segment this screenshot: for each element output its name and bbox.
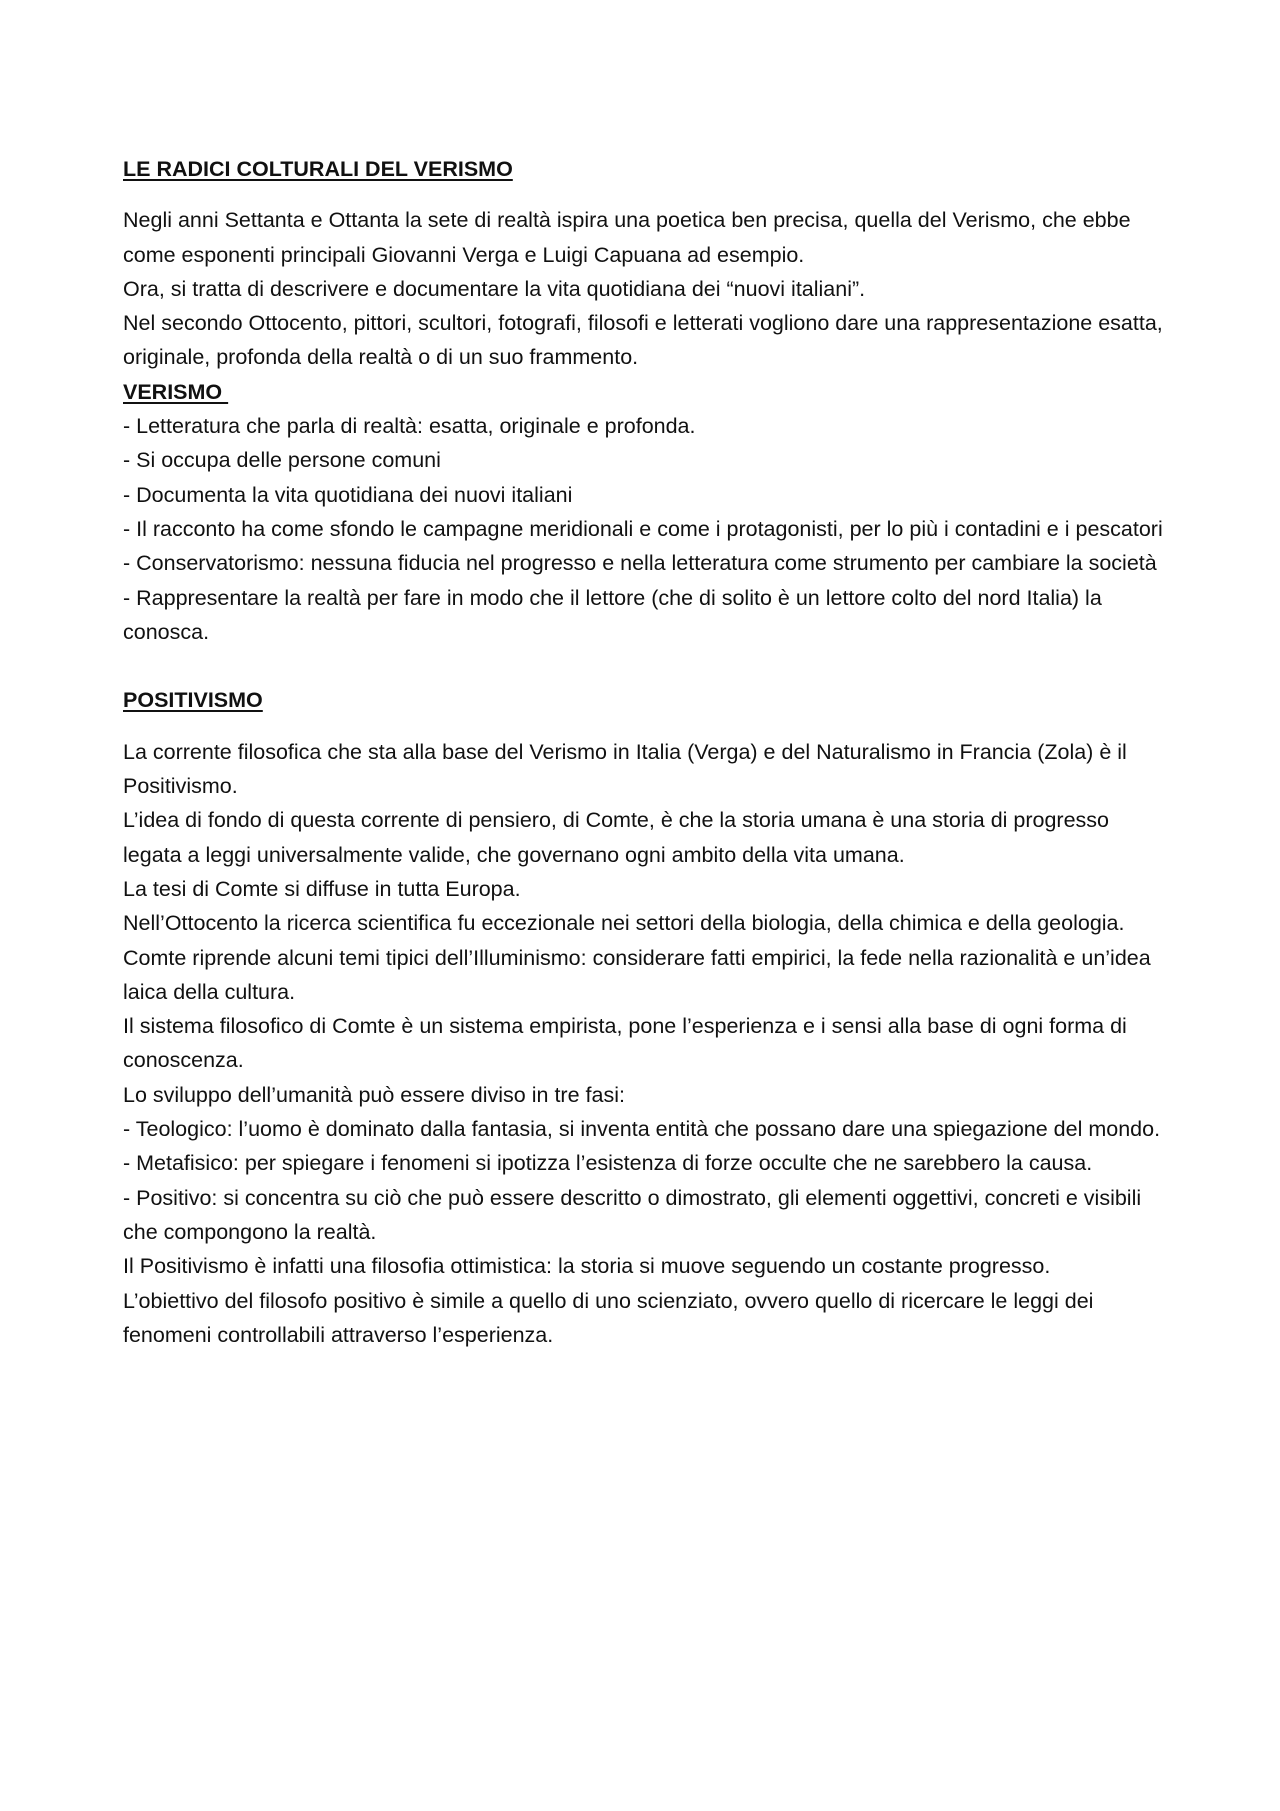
paragraph: Negli anni Settanta e Ottanta la sete di realtà ispira una poetica ben precisa, quella del Verismo, che ebbe come esponenti principali Giovanni Verga e Luigi Capuana ad esempio. [123, 208, 1131, 267]
list-item: - Conservatorismo: nessuna fiducia nel progresso e nella letteratura come strumento per cambiare la società [123, 551, 1157, 576]
paragraph: La tesi di Comte si diffuse in tutta Europa. [123, 876, 521, 901]
paragraph: Il Positivismo è infatti una filosofia ottimistica: la storia si muove seguendo un costante progresso. [123, 1254, 1051, 1279]
section-heading-verismo: VERISMO [123, 379, 229, 404]
list-item: - Documenta la vita quotidiana dei nuovi italiani [123, 482, 573, 507]
paragraph: Ora, si tratta di descrivere e documentare la vita quotidiana dei “nuovi italiani”. [123, 276, 866, 301]
paragraph: L’idea di fondo di questa corrente di pensiero, di Comte, è che la storia umana è una storia di progresso legata a leggi universalmente valide, che governano ogni ambito della vita umana. [123, 808, 1110, 867]
spacer [123, 718, 1173, 735]
list-item: - Teologico: l’uomo è dominato dalla fantasia, si inventa entità che possano dare una spiegazione del mondo. [123, 1117, 1161, 1142]
list-item: - Si occupa delle persone comuni [123, 448, 441, 473]
spacer [123, 649, 1173, 683]
document-body [123, 152, 1173, 1352]
list-item: - Positivo: si concentra su ciò che può essere descritto o dimostrato, gli elementi oggettivi, concreti e visibili che compongono la realtà. [123, 1185, 1142, 1244]
paragraph: L’obiettivo del filosofo positivo è simile a quello di uno scienziato, ovvero quello di ricercare le leggi dei fenomeni controllabili attraverso l’esperienza. [123, 1288, 1094, 1347]
paragraph: Il sistema filosofico di Comte è un sistema empirista, pone l’esperienza e i sensi alla base di ogni forma di conoscenza. [123, 1014, 1127, 1073]
spacer [123, 186, 1173, 203]
list-item: - Rappresentare la realtà per fare in modo che il lettore (che di solito è un lettore colto del nord Italia) la conosca. [123, 585, 1102, 644]
paragraph: La corrente filosofica che sta alla base del Verismo in Italia (Verga) e del Naturalismo in Francia (Zola) è il Positivismo. [123, 739, 1127, 799]
paragraph: Nell’Ottocento la ricerca scientifica fu eccezionale nei settori della biologia, della chimica e della geologia. [123, 911, 1125, 936]
list-item: - Metafisico: per spiegare i fenomeni si ipotizza l’esistenza di forze occulte che ne sarebbero la causa. [123, 1151, 1093, 1176]
list-item: - Letteratura che parla di realtà: esatta, originale e profonda. [123, 414, 696, 439]
paragraph: Lo sviluppo dell’umanità può essere diviso in tre fasi: [123, 1082, 625, 1107]
list-item: - Il racconto ha come sfondo le campagne meridionali e come i protagonisti, per lo più i contadini e i pescatori [123, 516, 1163, 541]
paragraph: Comte riprende alcuni temi tipici dell’Illuminismo: considerare fatti empirici, la fede nella razionalità e un’idea laica della cultura. [123, 945, 1151, 1004]
section-heading-positivismo: POSITIVISMO [123, 688, 263, 713]
section-heading-radici: LE RADICI COLTURALI DEL VERISMO [123, 157, 513, 181]
paragraph: Nel secondo Ottocento, pittori, scultori, fotografi, filosofi e letterati vogliono dare una rappresentazione esatta, originale, profonda della realtà o di un suo frammento. [123, 311, 1163, 370]
